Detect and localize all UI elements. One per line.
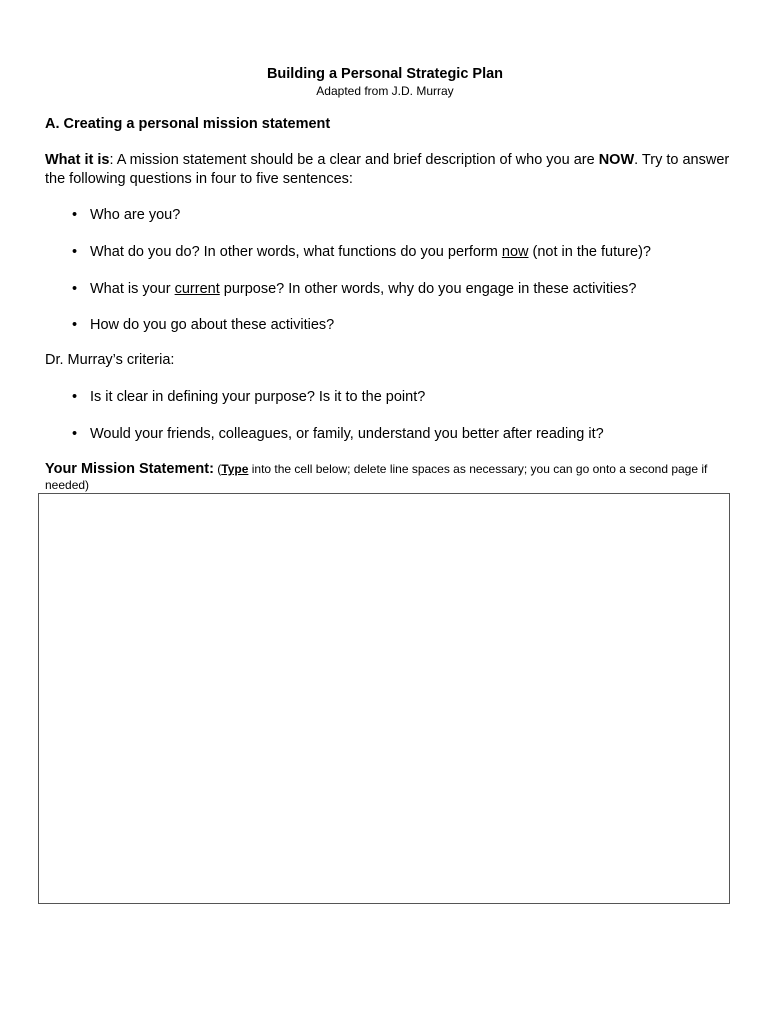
question-text: Who are you? xyxy=(90,207,181,223)
bullet-icon: • xyxy=(72,317,78,333)
question-text: What do you do? In other words, what functions do you perform xyxy=(90,244,502,260)
question-text-after: purpose? In other words, why do you engage in these activities? xyxy=(219,281,637,297)
question-item-purpose xyxy=(72,281,636,297)
mission-instruction-type: Type xyxy=(221,462,249,476)
question-item-how xyxy=(72,317,334,333)
criteria-item-clear xyxy=(72,389,425,405)
criteria-label: Dr. Murray’s criteria: xyxy=(45,352,175,368)
question-item-what xyxy=(72,244,651,260)
mission-statement-label: Your Mission Statement: xyxy=(45,461,214,477)
criteria-text: Is it clear in defining your purpose? Is it to the point? xyxy=(90,389,426,405)
mission-statement-heading xyxy=(45,461,735,493)
mission-instruction-rest: into the cell below; delete line spaces as necessary; you can go onto a second page if needed) xyxy=(45,462,708,492)
bullet-icon: • xyxy=(72,281,78,297)
section-heading: A. Creating a personal mission statement xyxy=(45,116,331,132)
question-text-after: (not in the future)? xyxy=(528,244,651,260)
question-item-who xyxy=(72,207,180,223)
criteria-item-understand xyxy=(72,426,604,442)
bullet-icon: • xyxy=(72,244,78,260)
bullet-icon: • xyxy=(72,389,78,405)
question-underlined: now xyxy=(501,244,529,260)
mission-statement-field[interactable] xyxy=(38,493,730,904)
document-subtitle: Adapted from J.D. Murray xyxy=(316,84,454,98)
mission-instruction-open: ( xyxy=(213,462,222,476)
bullet-icon: • xyxy=(72,207,78,223)
what-it-is-text-1: : A mission statement should be a clear and brief description of who you are xyxy=(109,152,599,168)
what-it-is-text-2: . Try to answer the following questions in four to five sentences: xyxy=(45,152,730,187)
what-it-is-paragraph xyxy=(45,151,735,189)
criteria-text: Would your friends, colleagues, or family, understand you better after reading it? xyxy=(90,426,604,442)
now-emphasis: NOW xyxy=(598,152,635,168)
document-title: Building a Personal Strategic Plan xyxy=(266,66,504,82)
question-text: What is your xyxy=(90,281,175,297)
bullet-icon: • xyxy=(72,426,78,442)
question-text: How do you go about these activities? xyxy=(90,317,335,333)
what-it-is-label: What it is xyxy=(45,152,110,168)
question-underlined: current xyxy=(174,281,220,297)
